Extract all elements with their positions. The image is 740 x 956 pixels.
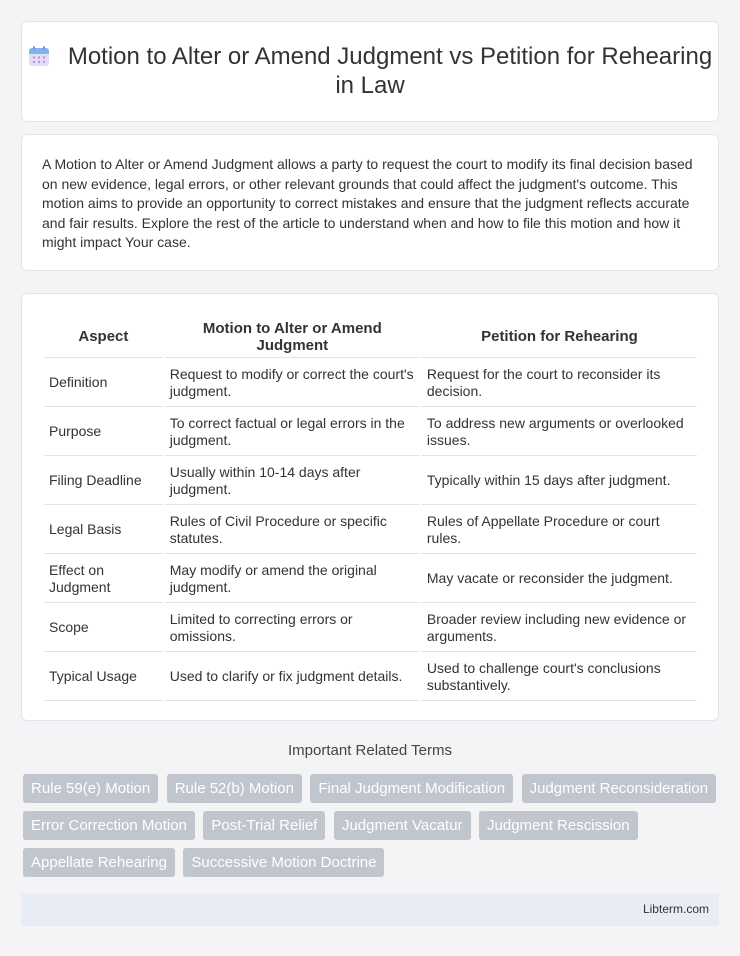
cell-aspect: Filing Deadline (44, 458, 163, 505)
table-header-row (44, 316, 697, 358)
cell-aspect: Scope (44, 605, 163, 652)
related-term-tag[interactable]: Appellate Rehearing (23, 848, 175, 877)
table-row (44, 409, 697, 456)
page-title: Motion to Alter or Amend Judgment vs Petition for Rehearing in Law (67, 43, 713, 99)
cell-motion: Limited to correcting errors or omissions. (165, 605, 420, 652)
related-term-tag[interactable]: Judgment Rescission (479, 811, 638, 840)
cell-motion: May modify or amend the original judgment. (165, 556, 420, 603)
related-term-tag[interactable]: Judgment Reconsideration (522, 774, 716, 803)
cell-aspect: Typical Usage (44, 654, 163, 701)
cell-motion: Request to modify or correct the court's judgment. (165, 360, 420, 407)
cell-petition: Request for the court to reconsider its decision. (422, 360, 697, 407)
cell-motion: Rules of Civil Procedure or specific statutes. (165, 507, 420, 554)
cell-motion: Usually within 10-14 days after judgment. (165, 458, 420, 505)
footer (21, 893, 719, 926)
related-term-tag[interactable]: Judgment Vacatur (334, 811, 471, 840)
related-term-tag[interactable]: Rule 59(e) Motion (23, 774, 158, 803)
related-term-tag[interactable]: Final Judgment Modification (310, 774, 513, 803)
related-term-tag[interactable]: Error Correction Motion (23, 811, 195, 840)
cell-petition: Broader review including new evidence or arguments. (422, 605, 697, 652)
table-row (44, 458, 697, 505)
related-term-tag[interactable]: Successive Motion Doctrine (183, 848, 384, 877)
cell-petition: Rules of Appellate Procedure or court rules. (422, 507, 697, 554)
table-row (44, 605, 697, 652)
comparison-card (21, 293, 719, 721)
header-petition: Petition for Rehearing (422, 316, 697, 358)
table-row (44, 507, 697, 554)
cell-aspect: Definition (44, 360, 163, 407)
cell-motion: To correct factual or legal errors in the judgment. (165, 409, 420, 456)
table-row (44, 556, 697, 603)
table-row (44, 654, 697, 701)
related-term-tag[interactable]: Post-Trial Relief (203, 811, 325, 840)
cell-petition: Typically within 15 days after judgment. (422, 458, 697, 505)
related-terms-list (23, 774, 723, 885)
title-card (21, 21, 719, 122)
intro-text: A Motion to Alter or Amend Judgment allows a party to request the court to modify its final decision based on new evidence, legal errors, or other relevant grounds that could affect the judgment's outcome. This motion aims to provide an opportunity to correct mistakes and ensure that the judgment reflects accurate and fair results. Explore the rest of the article to understand when and how to file this motion and how it might impact Your case. (42, 156, 693, 251)
cell-petition: Used to challenge court's conclusions substantively. (422, 654, 697, 701)
page-title-wrap (22, 42, 718, 100)
related-terms-heading: Important Related Terms (288, 742, 452, 759)
related-term-tag[interactable]: Rule 52(b) Motion (167, 774, 302, 803)
table-row (44, 360, 697, 407)
intro-card (21, 134, 719, 271)
cell-petition: May vacate or reconsider the judgment. (422, 556, 697, 603)
calendar-icon (28, 45, 50, 67)
cell-aspect: Legal Basis (44, 507, 163, 554)
cell-motion: Used to clarify or fix judgment details. (165, 654, 420, 701)
cell-petition: To address new arguments or overlooked issues. (422, 409, 697, 456)
cell-aspect: Effect on Judgment (44, 556, 163, 603)
footer-brand-link[interactable]: Libterm.com (642, 902, 709, 916)
cell-aspect: Purpose (44, 409, 163, 456)
header-motion: Motion to Alter or Amend Judgment (165, 316, 420, 358)
comparison-table (42, 314, 699, 703)
header-aspect: Aspect (44, 316, 163, 358)
